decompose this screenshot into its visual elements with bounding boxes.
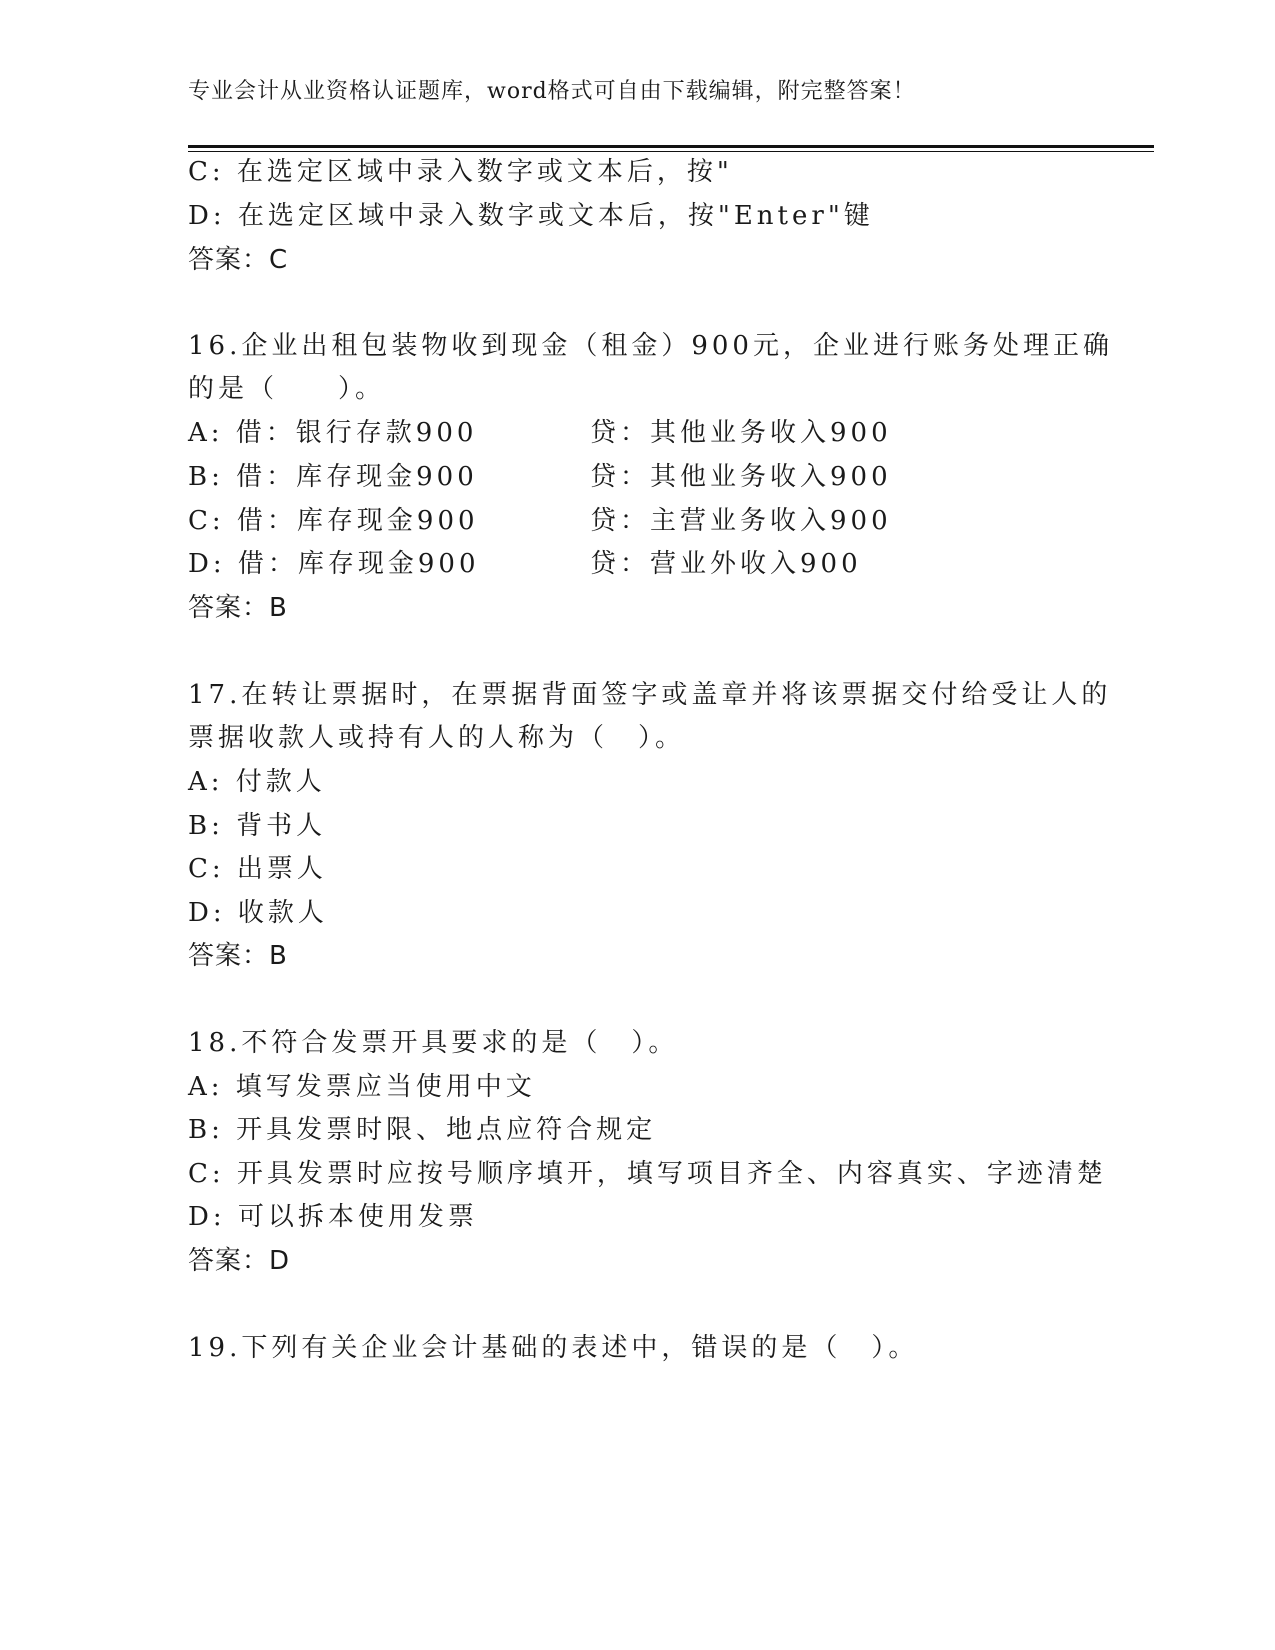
q16-option-c xyxy=(188,505,892,537)
q16-answer: 答案：B xyxy=(188,593,288,623)
q16-option-c-credit: 贷：主营业务收入900 xyxy=(590,506,892,536)
q18-option-c: C: 开具发票时应按号顺序填开，填写项目齐全、内容真实、字迹清楚 xyxy=(188,1159,1107,1189)
q16-option-a-debit: A: 借：银行存款900 xyxy=(188,418,478,448)
q17-option-d: D: 收款人 xyxy=(188,898,328,928)
q17-answer: 答案：B xyxy=(188,941,288,971)
q18-stem-line1: 18.不符合发票开具要求的是（ ）。 xyxy=(188,1028,679,1058)
q17-stem-line1: 17.在转让票据时，在票据背面签字或盖章并将该票据交付给受让人的 xyxy=(188,680,1112,710)
q16-option-c-debit: C: 借：库存现金900 xyxy=(188,506,479,536)
header-rule-thick xyxy=(188,145,1154,148)
q16-option-d xyxy=(188,548,862,580)
q18-option-b: B: 开具发票时限、地点应符合规定 xyxy=(188,1115,657,1145)
q18-answer: 答案：D xyxy=(188,1246,291,1276)
q16-option-d-debit: D: 借：库存现金900 xyxy=(188,549,480,579)
q16-option-b-debit: B: 借：库存现金900 xyxy=(188,462,478,492)
q15-answer: 答案：C xyxy=(188,245,289,275)
q18-option-d: D: 可以拆本使用发票 xyxy=(188,1202,478,1232)
q17-option-b: B: 背书人 xyxy=(188,811,327,841)
q16-option-d-credit: 贷：营业外收入900 xyxy=(590,549,862,579)
q19-stem-line1: 19.下列有关企业会计基础的表述中，错误的是（ ）。 xyxy=(188,1333,919,1363)
q15-option-c: C: 在选定区域中录入数字或文本后，按" xyxy=(188,157,733,187)
page-header: 专业会计从业资格认证题库，word格式可自由下载编辑，附完整答案！ xyxy=(188,79,916,104)
q16-option-b xyxy=(188,461,892,493)
q17-option-a: A: 付款人 xyxy=(188,767,326,797)
q17-stem-line2: 票据收款人或持有人的人称为（ ）。 xyxy=(188,723,686,753)
q17-option-c: C: 出票人 xyxy=(188,854,327,884)
q16-stem-line2: 的是（ ）。 xyxy=(188,374,386,404)
q16-option-b-credit: 贷：其他业务收入900 xyxy=(590,462,892,492)
q16-stem-line1: 16.企业出租包装物收到现金（租金）900元，企业进行账务处理正确 xyxy=(188,331,1113,361)
q15-option-d: D: 在选定区域中录入数字或文本后，按"Enter"键 xyxy=(188,201,874,231)
q16-option-a xyxy=(188,417,892,449)
q16-option-a-credit: 贷：其他业务收入900 xyxy=(590,418,892,448)
header-rule-thin xyxy=(188,151,1154,152)
q18-option-a: A: 填写发票应当使用中文 xyxy=(188,1072,536,1102)
